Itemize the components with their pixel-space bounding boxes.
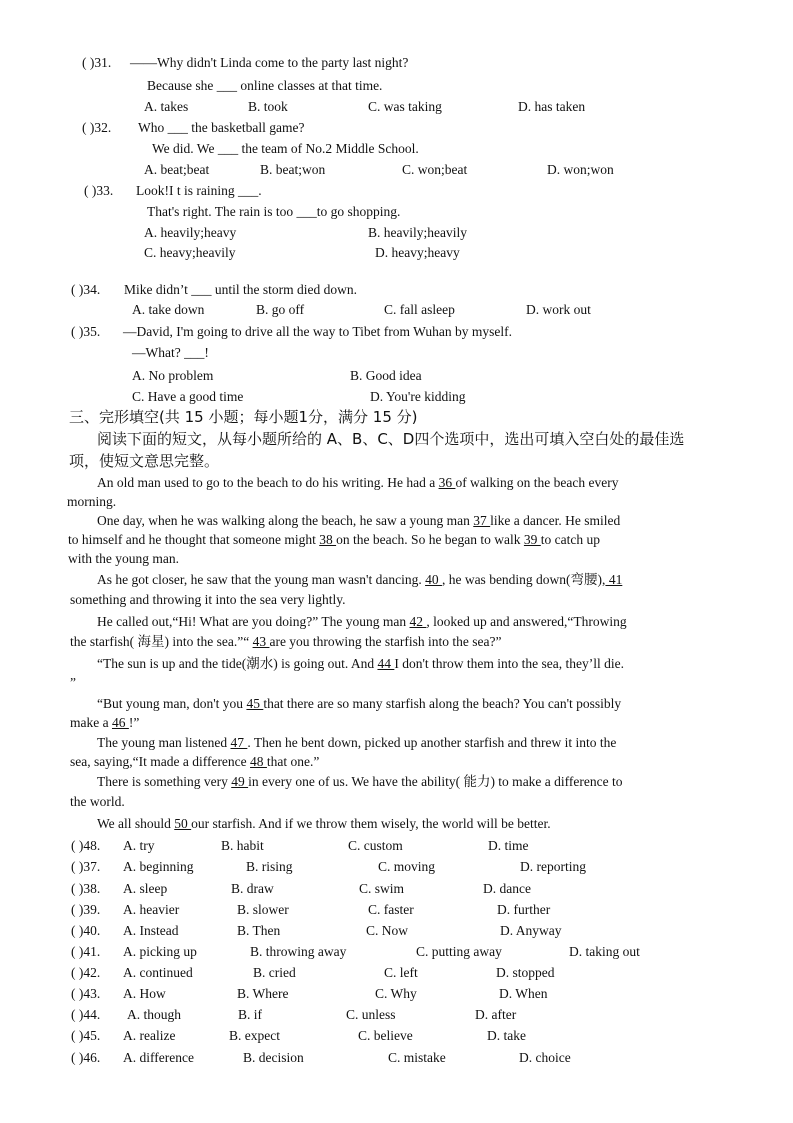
cloze-number: ( )40.: [71, 923, 101, 938]
passage-line: to himself and he thought that someone might 38 on the beach. So he began to walk 39 to catch up: [68, 532, 601, 547]
passage-line: We all should 50 our starfish. And if we throw them wisely, the world will be better.: [97, 816, 551, 831]
cloze-number: ( )39.: [71, 902, 101, 917]
cloze-option-b: B. habit: [221, 838, 264, 853]
cloze-option-a: A. beginning: [123, 859, 194, 874]
q34-option-a: A. take down: [132, 302, 205, 317]
blank-43: 43: [252, 634, 270, 649]
passage-line: The young man listened 47 . Then he bent down, picked up another starfish and threw it into the: [97, 735, 617, 750]
cloze-option-a: A. heavier: [123, 902, 180, 917]
blank-37: 37: [473, 513, 491, 528]
cloze-option-d: D. time: [488, 838, 529, 853]
passage-line: There is something very 49 in every one of us. We have the ability( 能力) to make a difference to: [97, 774, 623, 789]
q32-response: We did. We ___ the team of No.2 Middle School.: [152, 141, 419, 156]
q33-option-c: C. heavy;heavily: [144, 245, 236, 260]
cloze-option-a: A. though: [127, 1007, 181, 1022]
cloze-option-d: D. further: [497, 902, 551, 917]
cloze-option-d: D. after: [475, 1007, 517, 1022]
q31-option-b: B. took: [248, 99, 288, 114]
q32-number: ( )32.: [82, 120, 112, 135]
cloze-option-d: D. choice: [519, 1050, 571, 1065]
cloze-option-b: B. throwing away: [250, 944, 347, 959]
cloze-option-d: D. dance: [483, 881, 531, 896]
cloze-option-d: D. Anyway: [500, 923, 562, 938]
passage-line: An old man used to go to the beach to do his writing. He had a 36 of walking on the beach every: [97, 475, 619, 490]
cloze-option-c: C. putting away: [416, 944, 502, 959]
q31-response: Because she ___ online classes at that time.: [147, 78, 383, 93]
cloze-option-c: C. Why: [375, 986, 417, 1001]
cloze-option-c: C. left: [384, 965, 418, 980]
cloze-number: ( )37.: [71, 859, 101, 874]
cloze-option-c: C. Now: [366, 923, 409, 938]
q35-option-b: B. Good idea: [350, 368, 422, 383]
cloze-number: ( )48.: [71, 838, 101, 853]
blank-47: 47: [230, 735, 248, 750]
blank-39: 39: [523, 532, 541, 547]
cloze-option-a: A. How: [123, 986, 166, 1001]
passage-line: “But young man, don't you 45 that there are so many starfish along the beach? You can't possibly: [97, 696, 622, 711]
cloze-option-a: A. continued: [123, 965, 193, 980]
cloze-option-c: C. faster: [368, 902, 414, 917]
passage-line: make a 46 !”: [70, 715, 140, 730]
blank-40: 40: [425, 572, 442, 587]
q33-option-a: A. heavily;heavy: [144, 225, 237, 240]
cloze-number: ( )44.: [71, 1007, 101, 1022]
passage-line: “The sun is up and the tide(潮水) is going out. And 44 I don't throw them into the sea, they’ll die.: [97, 656, 624, 671]
q32-option-c: C. won;beat: [402, 162, 468, 177]
q31-option-a: A. takes: [144, 99, 189, 114]
cloze-option-a: A. try: [123, 838, 155, 853]
cloze-option-d: D. stopped: [496, 965, 555, 980]
q33-option-b: B. heavily;heavily: [368, 225, 467, 240]
passage-line: sea, saying,“It made a difference 48 that one.”: [70, 754, 320, 769]
q35-option-a: A. No problem: [132, 368, 214, 383]
cloze-option-c: C. mistake: [388, 1050, 446, 1065]
cloze-option-b: B. if: [238, 1007, 263, 1022]
q33-number: ( )33.: [84, 183, 114, 198]
cloze-option-c: C. unless: [346, 1007, 396, 1022]
q34-option-b: B. go off: [256, 302, 305, 317]
q31-option-d: D. has taken: [518, 99, 586, 114]
cloze-option-b: B. slower: [237, 902, 289, 917]
cloze-option-d: D. take: [487, 1028, 526, 1043]
q34-option-c: C. fall asleep: [384, 302, 455, 317]
q34-stem: Mike didn’t ___ until the storm died down.: [124, 282, 357, 297]
blank-44: 44: [377, 656, 395, 671]
q35-number: ( )35.: [71, 324, 101, 339]
cloze-number: ( )38.: [71, 881, 101, 896]
instruction-line-1: 阅读下面的短文，从每小题所给的 A、B、C、D四个选项中，选出可填入空白处的最佳选: [97, 430, 685, 448]
cloze-option-b: B. decision: [243, 1050, 304, 1065]
cloze-option-c: C. custom: [348, 838, 403, 853]
cloze-number: ( )41.: [71, 944, 101, 959]
cloze-option-a: A. picking up: [123, 944, 197, 959]
passage-line: the starfish( 海星) into the sea.”“ 43 are you throwing the starfish into the sea?”: [70, 634, 502, 649]
q32-option-a: A. beat;beat: [144, 162, 210, 177]
blank-42: 42: [409, 614, 427, 629]
instruction-line-2: 项，使短文意思完整。: [69, 452, 220, 470]
cloze-number: ( )43.: [71, 986, 101, 1001]
q33-response: That's right. The rain is too ___to go shopping.: [147, 204, 401, 219]
q35-response: —What? ___!: [132, 345, 209, 360]
cloze-option-b: B. Then: [237, 923, 281, 938]
blank-45: 45: [246, 696, 264, 711]
cloze-option-d: D. When: [499, 986, 548, 1001]
passage-line: One day, when he was walking along the beach, he saw a young man 37 like a dancer. He smiled: [97, 513, 621, 528]
cloze-option-d: D. reporting: [520, 859, 586, 874]
passage-line: As he got closer, he saw that the young man wasn't dancing. 40 , he was bending down(弯腰), 41: [97, 572, 623, 587]
q33-option-d: D. heavy;heavy: [375, 245, 460, 260]
passage-line: something and throwing it into the sea very lightly.: [70, 592, 346, 607]
q32-option-b: B. beat;won: [260, 162, 326, 177]
q35-option-c: C. Have a good time: [132, 389, 244, 404]
blank-50: 50: [174, 816, 192, 831]
passage-line: morning.: [67, 494, 117, 509]
q35-option-d: D. You're kidding: [370, 389, 466, 404]
passage-line: the world.: [70, 794, 125, 809]
cloze-option-d: D. taking out: [569, 944, 640, 959]
q31-stem: ——Why didn't Linda come to the party last night?: [130, 55, 409, 70]
blank-48: 48: [250, 754, 267, 769]
blank-46: 46: [111, 715, 129, 730]
q32-stem: Who ___ the basketball game?: [138, 120, 305, 135]
cloze-number: ( )42.: [71, 965, 101, 980]
blank-49: 49: [231, 774, 249, 789]
cloze-option-a: A. sleep: [123, 881, 168, 896]
cloze-option-c: C. swim: [359, 881, 405, 896]
cloze-option-b: B. rising: [246, 859, 293, 874]
cloze-number: ( )46.: [71, 1050, 101, 1065]
section-heading: 三、完形填空(共 15 小题；每小题1分，满分 15 分): [69, 408, 418, 426]
cloze-option-a: A. realize: [123, 1028, 176, 1043]
q32-option-d: D. won;won: [547, 162, 614, 177]
cloze-option-b: B. expect: [229, 1028, 280, 1043]
cloze-option-c: C. believe: [358, 1028, 413, 1043]
cloze-option-b: B. cried: [253, 965, 296, 980]
q33-stem: Look!I t is raining ___.: [136, 183, 262, 198]
q34-option-d: D. work out: [526, 302, 591, 317]
q34-number: ( )34.: [71, 282, 101, 297]
passage-line: ”: [70, 675, 76, 690]
blank-38: 38: [319, 532, 337, 547]
cloze-option-a: A. difference: [123, 1050, 194, 1065]
passage-line: He called out,“Hi! What are you doing?” The young man 42 , looked up and answered,“Throwing: [97, 614, 627, 629]
blank-41: 41: [605, 572, 623, 587]
cloze-option-c: C. moving: [378, 859, 436, 874]
cloze-option-a: A. Instead: [123, 923, 179, 938]
q35-stem: —David, I'm going to drive all the way to Tibet from Wuhan by myself.: [123, 324, 512, 339]
passage-line: with the young man.: [68, 551, 179, 566]
cloze-number: ( )45.: [71, 1028, 101, 1043]
q31-number: ( )31.: [82, 55, 112, 70]
cloze-option-b: B. draw: [231, 881, 274, 896]
blank-36: 36: [438, 475, 456, 490]
cloze-option-b: B. Where: [237, 986, 289, 1001]
q31-option-c: C. was taking: [368, 99, 442, 114]
